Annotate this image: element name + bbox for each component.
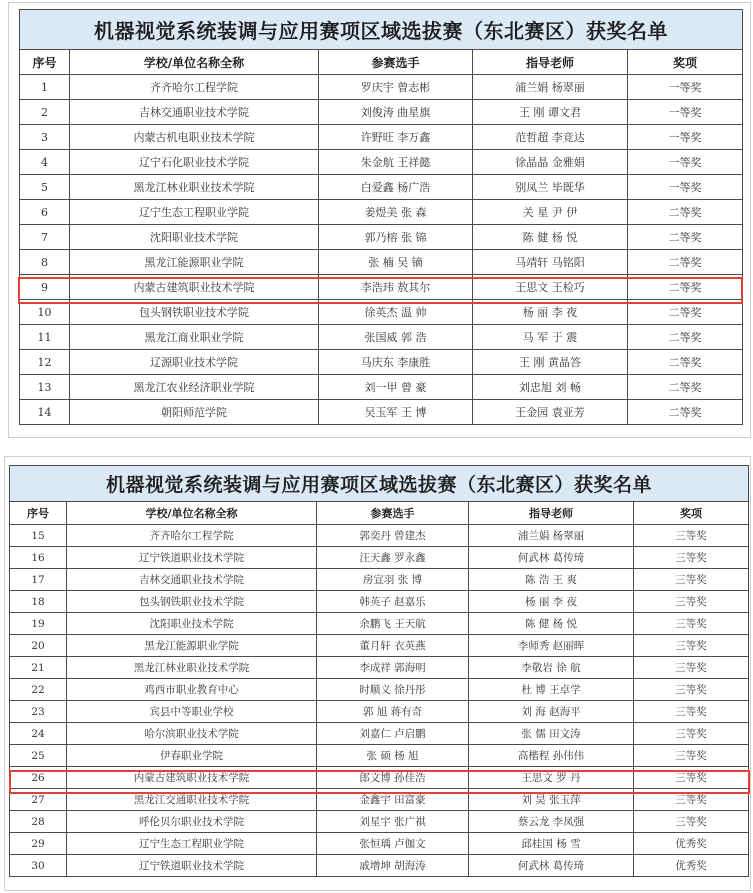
table-cell: 刘嘉仁 卢启鹏 bbox=[317, 723, 469, 745]
table-row bbox=[10, 833, 749, 855]
header-row bbox=[20, 50, 743, 75]
table-cell: 17 bbox=[10, 569, 67, 591]
table-row bbox=[20, 375, 743, 400]
table-cell: 马庆东 李康胜 bbox=[319, 350, 473, 375]
table-row bbox=[20, 350, 743, 375]
column-header: 指导老师 bbox=[469, 502, 634, 525]
table-cell: 25 bbox=[10, 745, 67, 767]
table-row bbox=[10, 745, 749, 767]
table-cell: 一等奖 bbox=[628, 100, 743, 125]
table-row bbox=[20, 125, 743, 150]
table-cell: 鸡西市职业教育中心 bbox=[67, 679, 317, 701]
table-cell: 罗庆宇 曾志彬 bbox=[319, 75, 473, 100]
table-cell: 浦兰娟 杨翠丽 bbox=[469, 525, 634, 547]
table-cell: 陈 浩 王 爽 bbox=[469, 569, 634, 591]
table-row bbox=[10, 767, 749, 789]
table-cell: 张国威 郭 浩 bbox=[319, 325, 473, 350]
table-cell: 1 bbox=[20, 75, 70, 100]
table-cell: 一等奖 bbox=[628, 175, 743, 200]
table-cell: 优秀奖 bbox=[634, 855, 749, 877]
table-cell: 高楷程 孙伟伟 bbox=[469, 745, 634, 767]
table-cell: 金鑫宇 田富豪 bbox=[317, 789, 469, 811]
table-cell: 4 bbox=[20, 150, 70, 175]
table-cell: 张恒瑀 卢伽文 bbox=[317, 833, 469, 855]
table-cell: 8 bbox=[20, 250, 70, 275]
table-cell: 李敬岩 徐 航 bbox=[469, 657, 634, 679]
table-cell: 宾县中等职业学校 bbox=[67, 701, 317, 723]
table-cell: 辽宁铁道职业技术学院 bbox=[67, 855, 317, 877]
table-row bbox=[20, 100, 743, 125]
table-cell: 黑龙江能源职业学院 bbox=[70, 250, 319, 275]
table-row bbox=[20, 275, 743, 300]
table-cell: 张 硕 杨 旭 bbox=[317, 745, 469, 767]
table-cell: 陈 健 杨 悦 bbox=[469, 613, 634, 635]
table-cell: 姜煜美 张 森 bbox=[319, 200, 473, 225]
table-row bbox=[10, 591, 749, 613]
table-cell: 11 bbox=[20, 325, 70, 350]
table-cell: 三等奖 bbox=[634, 767, 749, 789]
table-cell: 刘星宇 张广祺 bbox=[317, 811, 469, 833]
table-cell: 沈阳职业技术学院 bbox=[67, 613, 317, 635]
table-cell: 29 bbox=[10, 833, 67, 855]
table-cell: 王思文 王检巧 bbox=[473, 275, 628, 300]
column-header: 奖项 bbox=[628, 50, 743, 75]
table-cell: 三等奖 bbox=[634, 679, 749, 701]
table-row bbox=[10, 547, 749, 569]
award-table-2 bbox=[9, 465, 749, 877]
title-row bbox=[10, 466, 749, 502]
table-cell: 辽宁铁道职业技术学院 bbox=[67, 547, 317, 569]
table-cell: 19 bbox=[10, 613, 67, 635]
table-cell: 二等奖 bbox=[628, 400, 743, 425]
table-cell: 12 bbox=[20, 350, 70, 375]
table-cell: 朱金航 王祥懿 bbox=[319, 150, 473, 175]
table-cell: 三等奖 bbox=[634, 701, 749, 723]
table-cell: 杨 丽 李 夜 bbox=[473, 300, 628, 325]
table-cell: 二等奖 bbox=[628, 225, 743, 250]
table-row bbox=[10, 701, 749, 723]
table-cell: 白爱鑫 杨广浩 bbox=[319, 175, 473, 200]
table-cell: 27 bbox=[10, 789, 67, 811]
table-row bbox=[20, 200, 743, 225]
table-cell: 哈尔滨职业技术学院 bbox=[67, 723, 317, 745]
table-cell: 一等奖 bbox=[628, 125, 743, 150]
table-cell: 5 bbox=[20, 175, 70, 200]
table-cell: 吉林交通职业技术学院 bbox=[67, 569, 317, 591]
table-cell: 30 bbox=[10, 855, 67, 877]
table-cell: 13 bbox=[20, 375, 70, 400]
column-header: 学校/单位名称全称 bbox=[70, 50, 319, 75]
table-cell: 21 bbox=[10, 657, 67, 679]
table-cell: 蔡云龙 李凤强 bbox=[469, 811, 634, 833]
table-cell: 黑龙江农业经济职业学院 bbox=[70, 375, 319, 400]
table-cell: 二等奖 bbox=[628, 325, 743, 350]
table-cell: 三等奖 bbox=[634, 789, 749, 811]
table-cell: 辽宁生态工程职业学院 bbox=[67, 833, 317, 855]
column-header: 序号 bbox=[20, 50, 70, 75]
table-cell: 三等奖 bbox=[634, 525, 749, 547]
table-cell: 二等奖 bbox=[628, 300, 743, 325]
table-cell: 包头钢铁职业技术学院 bbox=[67, 591, 317, 613]
table-cell: 三等奖 bbox=[634, 569, 749, 591]
table-cell: 张 楠 吴 镝 bbox=[319, 250, 473, 275]
table-cell: 内蒙古机电职业技术学院 bbox=[70, 125, 319, 150]
table-cell: 辽宁石化职业技术学院 bbox=[70, 150, 319, 175]
award-table-1 bbox=[19, 9, 743, 425]
table-row bbox=[10, 613, 749, 635]
table-cell: 王 刚 黄晶答 bbox=[473, 350, 628, 375]
column-header: 学校/单位名称全称 bbox=[67, 502, 317, 525]
title-row bbox=[20, 10, 743, 50]
table-cell: 黑龙江交通职业技术学院 bbox=[67, 789, 317, 811]
table-row bbox=[10, 855, 749, 877]
table-cell: 李成祥 郭海明 bbox=[317, 657, 469, 679]
table-cell: 三等奖 bbox=[634, 635, 749, 657]
table-cell: 郭 旭 蒋有奇 bbox=[317, 701, 469, 723]
table-cell: 优秀奖 bbox=[634, 833, 749, 855]
table-cell: 刘忠旭 刘 畅 bbox=[473, 375, 628, 400]
table-row bbox=[20, 400, 743, 425]
table-cell: 内蒙古建筑职业技术学院 bbox=[70, 275, 319, 300]
table-cell: 李浩玮 敖其尔 bbox=[319, 275, 473, 300]
table-cell: 一等奖 bbox=[628, 75, 743, 100]
table-cell: 三等奖 bbox=[634, 745, 749, 767]
table-cell: 26 bbox=[10, 767, 67, 789]
table-cell: 刘 海 赵海平 bbox=[469, 701, 634, 723]
table-cell: 10 bbox=[20, 300, 70, 325]
award-table-panel-2 bbox=[4, 456, 751, 891]
table-cell: 黑龙江能源职业学院 bbox=[67, 635, 317, 657]
table-cell: 黑龙江林业职业技术学院 bbox=[70, 175, 319, 200]
table-cell: 刘一甲 曾 豪 bbox=[319, 375, 473, 400]
table-cell: 二等奖 bbox=[628, 250, 743, 275]
table-cell: 内蒙古建筑职业技术学院 bbox=[67, 767, 317, 789]
table-cell: 时顺义 徐丹彤 bbox=[317, 679, 469, 701]
table-cell: 3 bbox=[20, 125, 70, 150]
table-row bbox=[20, 300, 743, 325]
table-cell: 戚增坤 胡海涛 bbox=[317, 855, 469, 877]
table-cell: 22 bbox=[10, 679, 67, 701]
table-cell: 三等奖 bbox=[634, 811, 749, 833]
table-cell: 三等奖 bbox=[634, 547, 749, 569]
table-row bbox=[10, 789, 749, 811]
table-cell: 徐晶晶 金雅娟 bbox=[473, 150, 628, 175]
award-table-panel-1 bbox=[8, 2, 751, 438]
table-cell: 15 bbox=[10, 525, 67, 547]
table-cell: 徐英杰 温 帅 bbox=[319, 300, 473, 325]
table-cell: 朝阳师范学院 bbox=[70, 400, 319, 425]
table-cell: 黑龙江林业职业技术学院 bbox=[67, 657, 317, 679]
column-header: 参赛选手 bbox=[319, 50, 473, 75]
table-cell: 24 bbox=[10, 723, 67, 745]
table-cell: 18 bbox=[10, 591, 67, 613]
table-title: 机器视觉系统装调与应用赛项区域选拔赛（东北赛区）获奖名单 bbox=[20, 10, 743, 50]
table-row bbox=[20, 150, 743, 175]
table-cell: 关 星 尹 伊 bbox=[473, 200, 628, 225]
table-cell: 张 儒 田文涛 bbox=[469, 723, 634, 745]
table-cell: 二等奖 bbox=[628, 200, 743, 225]
column-header: 指导老师 bbox=[473, 50, 628, 75]
table-cell: 马靖轩 马铭阳 bbox=[473, 250, 628, 275]
table-row bbox=[20, 75, 743, 100]
table-cell: 齐齐哈尔工程学院 bbox=[70, 75, 319, 100]
table-cell: 李师秀 赵丽晖 bbox=[469, 635, 634, 657]
table-cell: 三等奖 bbox=[634, 613, 749, 635]
table-cell: 二等奖 bbox=[628, 350, 743, 375]
table-row bbox=[20, 175, 743, 200]
table-row bbox=[20, 325, 743, 350]
table-cell: 郭乃榕 张 锦 bbox=[319, 225, 473, 250]
table-cell: 马 军 于 震 bbox=[473, 325, 628, 350]
table-cell: 王 刚 谭文君 bbox=[473, 100, 628, 125]
table-cell: 辽宁生态工程职业学院 bbox=[70, 200, 319, 225]
column-header: 参赛选手 bbox=[317, 502, 469, 525]
table-cell: 齐齐哈尔工程学院 bbox=[67, 525, 317, 547]
table-cell: 28 bbox=[10, 811, 67, 833]
table-cell: 一等奖 bbox=[628, 150, 743, 175]
table-cell: 浦兰娟 杨翠丽 bbox=[473, 75, 628, 100]
table-cell: 许野旺 李万鑫 bbox=[319, 125, 473, 150]
table-cell: 王金园 袁亚芳 bbox=[473, 400, 628, 425]
table-cell: 二等奖 bbox=[628, 375, 743, 400]
table-cell: 房宣羽 张 博 bbox=[317, 569, 469, 591]
table-cell: 范哲超 李竞达 bbox=[473, 125, 628, 150]
table-cell: 杜 博 王卓学 bbox=[469, 679, 634, 701]
table-cell: 三等奖 bbox=[634, 723, 749, 745]
table-cell: 刘 昊 张玉萍 bbox=[469, 789, 634, 811]
table-row bbox=[20, 225, 743, 250]
table-cell: 王思文 罗 丹 bbox=[469, 767, 634, 789]
table-cell: 呼伦贝尔职业技术学院 bbox=[67, 811, 317, 833]
table-cell: 刘俊涛 曲星旗 bbox=[319, 100, 473, 125]
table-cell: 三等奖 bbox=[634, 591, 749, 613]
column-header: 序号 bbox=[10, 502, 67, 525]
table-row bbox=[10, 569, 749, 591]
table-row bbox=[10, 723, 749, 745]
table-cell: 伊春职业学院 bbox=[67, 745, 317, 767]
table-cell: 黑龙江商业职业学院 bbox=[70, 325, 319, 350]
table-cell: 杨 丽 李 夜 bbox=[469, 591, 634, 613]
table-cell: 包头钢铁职业技术学院 bbox=[70, 300, 319, 325]
table-cell: 16 bbox=[10, 547, 67, 569]
table-cell: 别凤兰 毕既华 bbox=[473, 175, 628, 200]
table-cell: 23 bbox=[10, 701, 67, 723]
table-title: 机器视觉系统装调与应用赛项区域选拔赛（东北赛区）获奖名单 bbox=[10, 466, 749, 502]
table-cell: 三等奖 bbox=[634, 657, 749, 679]
table-cell: 何武林 葛传琦 bbox=[469, 547, 634, 569]
table-cell: 郎文博 孙佳浩 bbox=[317, 767, 469, 789]
table-row bbox=[10, 811, 749, 833]
table-row bbox=[20, 250, 743, 275]
table-cell: 2 bbox=[20, 100, 70, 125]
column-header: 奖项 bbox=[634, 502, 749, 525]
table-cell: 辽源职业技术学院 bbox=[70, 350, 319, 375]
table-cell: 二等奖 bbox=[628, 275, 743, 300]
table-row bbox=[10, 525, 749, 547]
table-cell: 郭奕丹 曾建杰 bbox=[317, 525, 469, 547]
table-row bbox=[10, 679, 749, 701]
table-cell: 吴玉军 王 博 bbox=[319, 400, 473, 425]
table-cell: 6 bbox=[20, 200, 70, 225]
table-cell: 9 bbox=[20, 275, 70, 300]
table-cell: 汪天鑫 罗永鑫 bbox=[317, 547, 469, 569]
table-cell: 邱桂国 杨 雪 bbox=[469, 833, 634, 855]
table-row bbox=[10, 635, 749, 657]
table-row bbox=[10, 657, 749, 679]
table-cell: 7 bbox=[20, 225, 70, 250]
table-cell: 董月轩 衣英燕 bbox=[317, 635, 469, 657]
table-cell: 14 bbox=[20, 400, 70, 425]
table-cell: 吉林交通职业技术学院 bbox=[70, 100, 319, 125]
table-cell: 何武林 葛传琦 bbox=[469, 855, 634, 877]
table-cell: 韩英子 赵嘉乐 bbox=[317, 591, 469, 613]
header-row bbox=[10, 502, 749, 525]
table-cell: 陈 健 杨 悦 bbox=[473, 225, 628, 250]
table-cell: 沈阳职业技术学院 bbox=[70, 225, 319, 250]
table-cell: 余鹏飞 王天航 bbox=[317, 613, 469, 635]
table-cell: 20 bbox=[10, 635, 67, 657]
